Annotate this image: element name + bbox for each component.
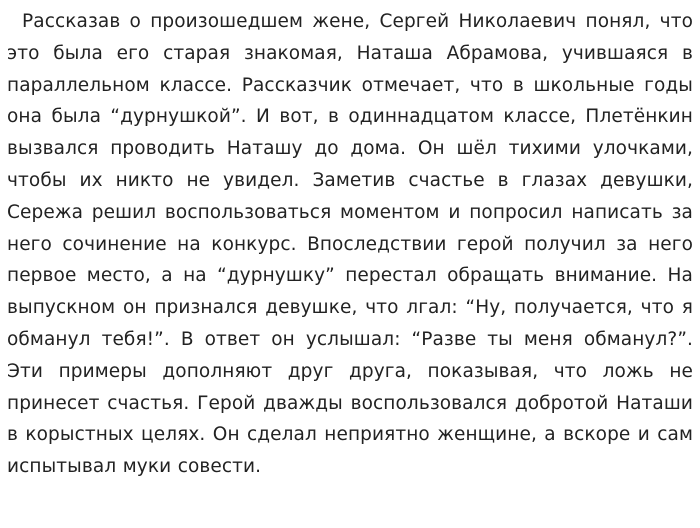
body-paragraph: Рассказав о произошедшем жене, Сергей Николаевич понял, что это была его старая знакомая, Наташа Абрамова, учившаяся в параллельном классе. Рассказчик отмечает, что в школьные годы она была “дурнушкой”. И вот, в одиннадцатом классе, Плетёнкин вызвался проводить Наташу до дома. Он шёл тихими улочками, чтобы их никто не увидел. Заметив счастье в глазах девушки, Сережа решил воспользоваться моментом и попросил написать за него сочинение на конкурс. Впоследствии герой получил за него первое место, а на “дурнушку” перестал обращать внимание. На выпускном он признался девушке, что лгал: “Ну, получается, что я обманул тебя!”. В ответ он услышал: “Разве ты меня обманул?”. Эти примеры дополняют друг друга, показывая, что ложь не принесет счастья. Герой дважды воспользовался добротой Наташи в корыстных целях. Он сделал неприятно женщине, а вскоре и сам испытывал муки совести. (7, 11, 693, 478)
document-page (7, 6, 693, 483)
